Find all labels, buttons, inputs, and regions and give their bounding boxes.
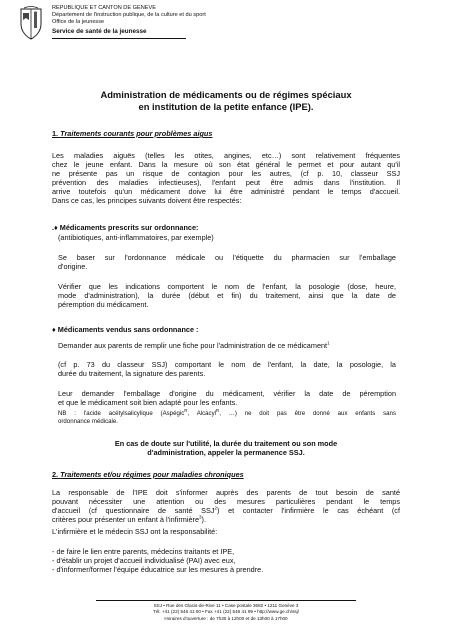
prescribed-examples: (antibiotiques, anti-inflammatoires, par exemple) xyxy=(58,233,214,242)
intro-line: prévention des maladies infectieuses), l'enfant peut être admis dans l'institution. Il xyxy=(52,178,400,188)
footnote-ref: 2 xyxy=(214,505,218,511)
text-line: d'origine. xyxy=(58,262,88,272)
section-1-heading xyxy=(52,129,212,138)
text-line: Se baser sur l'ordonnance médicale ou l'étiquette du pharmacien sur l'emballage xyxy=(58,253,396,262)
header-divider xyxy=(52,38,186,39)
text-line: durée du traitement, la signature des parents. xyxy=(58,369,206,379)
doubt-line-2: d'administration, appeler la permanence SSJ. xyxy=(147,448,305,458)
text-line: mode d'administration), la durée (début et fin) du traitement, ainsi que la date de xyxy=(58,291,396,301)
diamond-bullet-icon: .♦ xyxy=(52,223,58,232)
list-item: - d'établir un projet d'accueil individualisé (PAI) avec eux, xyxy=(52,556,236,566)
section-2-heading xyxy=(52,470,244,479)
header-department: Département de l'instruction publique, de la culture et du sport xyxy=(52,12,206,19)
footer-hours: Horaires d'ouverture : de 7h30 à 12h00 et de 13h00 à 17h00 xyxy=(164,615,288,621)
footer xyxy=(60,603,392,622)
header-republic: REPUBLIQUE ET CANTON DE GENEVE xyxy=(52,5,156,11)
text-line: pouvant nécessiter une attention ou des mesures particulières pendant le temps xyxy=(52,497,400,507)
footer-address: SSJ • Rue des Glacis-de-Rive 11 • Case postale 3682 • 1211 Genève 3 xyxy=(153,603,299,608)
otc-para-3 xyxy=(58,389,396,407)
otc-title: Médicaments vendus sans ordonnance : xyxy=(57,325,199,334)
registered-mark: R xyxy=(184,407,188,413)
diamond-bullet-icon: ♦ xyxy=(52,325,56,334)
text-line: Vérifier que les indications comportent le nom de l'enfant, la posologie (dose, heure, xyxy=(58,282,396,291)
otc-form-text: Demander aux parents de remplir une fiche pour l'administration de ce médicament xyxy=(58,341,328,350)
intro-line: ne présente pas un risque de contagion pour les autres, (cf p. 10, classeur SSJ xyxy=(52,169,400,179)
header-office: Office de la jeunesse xyxy=(52,19,105,26)
intro-line: Les maladies aiguës (telles les otites, angines, etc…) sont relativement fréquentes xyxy=(52,151,400,160)
doubt-line-1: En cas de doute sur l'utilité, la durée du traitement ou son mode xyxy=(114,439,338,448)
otc-heading xyxy=(52,325,198,334)
page-title xyxy=(40,89,412,113)
prescribed-para-2 xyxy=(58,282,396,309)
section-1-number: 1. xyxy=(52,129,59,138)
section-2-para-1 xyxy=(52,488,400,524)
text-line: critères pour présenter un enfant à l'infirmière xyxy=(52,515,199,525)
section-1-title: Traitements courants pour problèmes aigus xyxy=(60,129,213,138)
text-line: (cf p. 73 du classeur SSJ) comportant le nom de l'enfant, la date, la posologie, la xyxy=(58,360,396,369)
footnote-ref: 1 xyxy=(327,340,330,346)
note-text: ordonnance médicale. xyxy=(58,417,118,425)
text-line: Leur demander l'emballage d'origine du médicament, vérifier la date de péremption xyxy=(58,389,396,398)
header-service: Service de santé de la jeunesse xyxy=(52,27,147,35)
text-line: et que le médicament soit bien adapté pour les enfants. xyxy=(58,398,238,408)
note-text: , …) ne doit pas être donné aux enfants sans xyxy=(219,410,396,417)
geneva-crest-logo xyxy=(18,6,44,40)
text-line: La responsable de l'IPE doit s'informer auprès des parents de tout besoin de santé xyxy=(52,488,400,497)
prescribed-sub xyxy=(58,233,388,242)
otc-para-2 xyxy=(58,360,396,378)
note-text: NB : l'acide acétylsalicylique (Aspégic xyxy=(58,410,185,417)
prescribed-title: Médicaments prescrits sur ordonnance: xyxy=(59,223,199,232)
footer-contact: Tél. +41 (22) 546 41 00 • Fax +41 (22) 546 41 99 • http://www.ge.ch/ssj/ xyxy=(153,609,299,615)
section-2-para-2 xyxy=(52,527,400,536)
doubt-callout xyxy=(60,439,392,458)
list-item: - d'informer/former l'équipe éducatrice sur les mesures à prendre. xyxy=(52,565,264,575)
registered-mark: R xyxy=(216,407,220,413)
prescribed-heading xyxy=(52,223,198,232)
letterhead xyxy=(52,5,432,36)
footnote-ref: 3 xyxy=(199,514,202,520)
list-item: - de faire le lien entre parents, médecins traitants et IPE, xyxy=(52,547,235,556)
section-2-number: 2. xyxy=(52,470,59,479)
text-line: ) et contacter l'infirmière le cas échéant (cf xyxy=(217,506,400,516)
text-line: ). xyxy=(201,515,206,525)
intro-line: arrive toutefois qu'un médicament doive lui être administré pendant le temps d'accueil. xyxy=(52,187,400,197)
footer-divider xyxy=(96,600,356,601)
section-1-intro xyxy=(52,151,400,206)
otc-para-1 xyxy=(58,341,398,350)
text-line: d'accueil (cf questionnaire de santé SSJ xyxy=(52,506,215,516)
prescribed-para-1 xyxy=(58,253,396,271)
title-line-1: Administration de médicaments ou de régimes spéciaux xyxy=(100,89,352,100)
note-text: , Alcacyl xyxy=(187,410,216,417)
intro-line: chez le jeune enfant. Dans la mesure où son état général le permet et pour autant qu'il xyxy=(52,160,400,170)
responsibility-intro: L'infirmière et le médecin SSJ ont la responsabilité: xyxy=(52,527,218,536)
otc-note xyxy=(58,407,396,425)
title-line-2: en institution de la petite enfance (IPE). xyxy=(138,100,314,112)
text-line: péremption du médicament. xyxy=(58,300,149,310)
responsibility-list xyxy=(52,547,400,574)
section-2-title: Traitements et/ou régimes pour maladies chroniques xyxy=(60,470,244,479)
intro-line: Dans ce cas, les principes suivants doivent être respectés: xyxy=(52,196,242,206)
